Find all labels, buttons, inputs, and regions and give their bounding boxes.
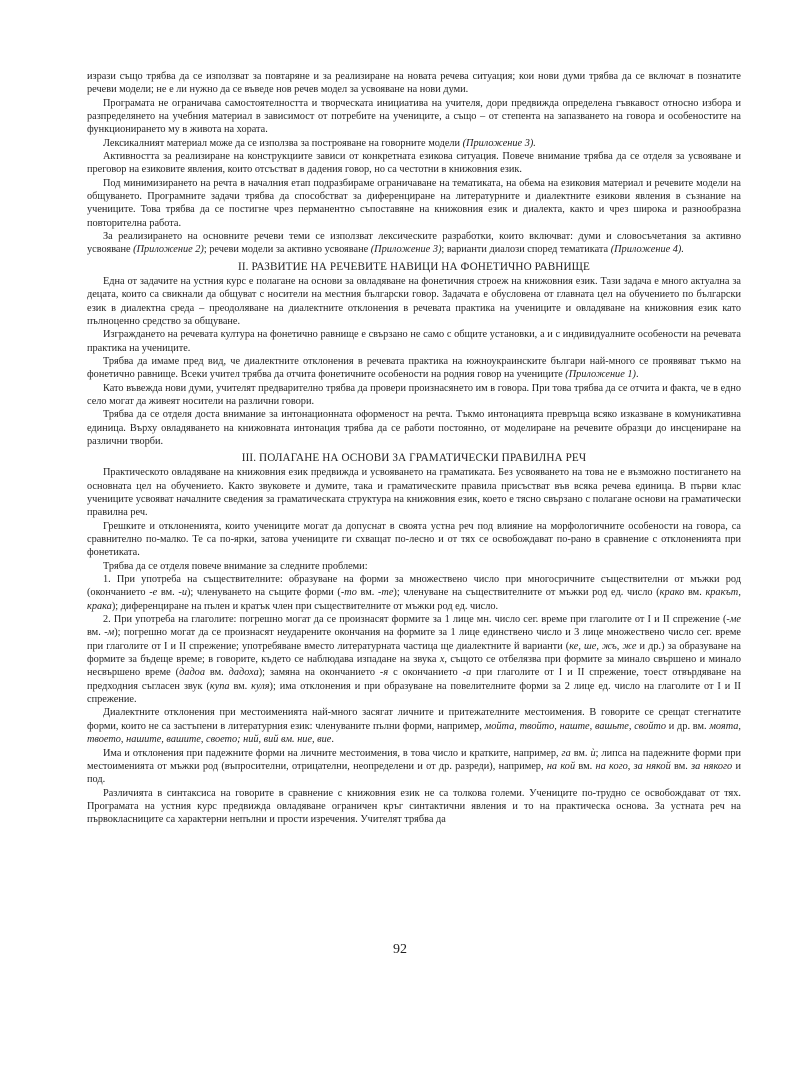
text-run: ,	[627, 760, 634, 772]
text-run: с окончанието	[388, 667, 463, 679]
italic-text: кракът, крака	[87, 587, 741, 612]
text-run: ; липса на падежните форми при местоименията от мъжки род (въпросителни, отрицателни, неопределени и от др. разреди), например,	[87, 747, 742, 772]
italic-text: дадоа	[179, 667, 205, 679]
italic-text: крако	[659, 587, 685, 599]
text-run: ); членуване на съществителните от мъжки род ед. число (	[393, 587, 660, 599]
text-run: вм.	[670, 760, 692, 772]
text-run: Програмата не ограничава самостоятелността и творческата инициатива на учителя, дори предвижда определена гъвкавост относно избора и разпределянето на учебния материал в зависимост от потребите на учениците, а също – от степента на запазването на говора и особеностите на функционирането му в живота на хората.	[87, 97, 741, 136]
text-run: Като въвежда нови думи, учителят предварително трябва да провери произнасянето им в говора. При това трябва да се отчита и факта, че в едно село могат да живеят носители на различни говори.	[87, 382, 741, 407]
italic-text: -е	[149, 587, 158, 599]
italic-text: -а	[462, 667, 472, 679]
italic-text: на кой	[546, 760, 576, 772]
text-run: , същото се отбелязва при формите за минало свършено и минало несвършено време (	[87, 654, 742, 679]
text-run: ); диференциране на пълен и кратък член при съществителните от мъжки род ед. число.	[111, 600, 499, 612]
text-run: Под минимизирането на речта в началния етап подразбираме ограничаване на тематиката, на обема на езиковия материал и речевите модели на общуването. Програмните задачи трябва да способстват за диференциране на литературните и диалектните езикови явления в съзнание на учениците. Това трябва да се постигне чрез перманентно съпоставяне на книжовния език и диалекта, както и чрез широка и разнообразна повторителна работа.	[87, 177, 741, 229]
italic-text: -м	[104, 627, 115, 639]
text-run: Практическото овладяване на книжовния език предвижда и усвояването на граматиката. Без усвояването на това не е възможно постигането на основната цел на обучението. Както звуковете и думите, така и граматическите правила присъстват във всяка речева единица. В първи клас учениците усвояват началните сведения за граматическата структура на книжовния език, което е тясно свързано с полагане основи на граматически правилна реч.	[87, 467, 741, 519]
paragraph	[87, 230, 741, 257]
italic-text: -те	[377, 587, 394, 599]
italic-text: ѝ	[590, 747, 596, 759]
italic-text: моята, твоето, нашите, вашите, своето; ний, вий вм. ние, вие	[87, 720, 741, 746]
italic-text: (Приложение 3)	[370, 244, 442, 256]
paragraph	[87, 706, 741, 746]
text-run: Изграждането на речевата култура на фонетично равнище е свързано не само с общите установки, а и с индивидуалните особености на речевата практика на учениците.	[87, 329, 741, 354]
paragraph	[87, 613, 741, 706]
page-content	[87, 70, 741, 827]
paragraph	[87, 150, 741, 177]
text-run: .	[635, 369, 639, 381]
text-run: ); погрешно могат да се произнасят неударените окончания на формите за 1 лице единствено число и 3 лице множествено число сег. време при глаголите от I и II спрежение; употребяване вместо литературната частица ще диалектните й варианти (	[87, 627, 741, 652]
text-run: вм.	[570, 747, 591, 759]
paragraph	[87, 520, 741, 560]
italic-text: мойта, твойто, наште, вашьте, свойто	[484, 720, 666, 732]
text-run: и под.	[87, 760, 742, 786]
paragraph	[87, 382, 741, 409]
text-run: ; речеви модели за активно усвояване	[203, 244, 371, 256]
text-run: при глаголите от I и II спрежение, тоест отвърдяване на предходния съгласен звук (	[87, 667, 742, 692]
text-run: и др.) за образуване на формите за бъдеще време; в говорите, където се наблюдава изпадане на звука	[87, 640, 741, 666]
text-run: За реализирането на основните речеви теми се използват лексическите разработки, които включват: думи и словосъчетания за активно усвояване	[87, 231, 741, 256]
section-heading: II. РАЗВИТИЕ НА РЕЧЕВИТЕ НАВИЦИ НА ФОНЕТИЧНО РАВНИЩЕ	[238, 260, 590, 273]
italic-text: за някой	[633, 760, 671, 772]
text-run: Една от задачите на устния курс е полагане на основи за овладяване на фонетичния строеж на книжовния език. Тази задача е много актуална за децата, които са свикнали да общуват с носители на местния български говор. Задачата е обусловена от главната цел на обучението по български език в диалектна среда – преодоляване на диалектните отклонения в речевата практика на учениците и овладяване на книжовния език като пълноценно средство за общуване.	[87, 275, 741, 327]
text-run: вм.	[684, 587, 706, 599]
italic-text: -я	[379, 667, 389, 679]
text-run: вм.	[575, 760, 596, 772]
text-run: .	[331, 734, 334, 746]
text-run: и др. вм.	[666, 720, 710, 732]
paragraph	[87, 137, 741, 150]
paragraph	[87, 466, 741, 519]
section-heading: III. ПОЛАГАНЕ НА ОСНОВИ ЗА ГРАМАТИЧЕСКИ ПРАВИЛНА РЕЧ	[241, 452, 587, 465]
paragraph	[87, 275, 741, 328]
text-run: вм.	[356, 587, 378, 599]
text-run: ); замяна на окончанието	[258, 667, 380, 679]
text-run: изрази също трябва да се използват за повтаряне и за реализиране на новата речева ситуация; кои нови думи трябва да се включат в познатите речеви модели; не е ли нужно да се въведе нов речев модел за усвояване на нови думи.	[87, 71, 741, 96]
text-run: Трябва да се отделя доста внимание за интонационната оформеност на речта. Тъкмо интонацията превръща всяко изказване в комуникативна единица. Върху овладяването на книжовната интонация трябва да се работи постоянно, от моделиране на речевите образци до инсцениране на различни творби.	[87, 409, 741, 447]
text-run: Трябва да се отделя повече внимание за следните проблеми:	[103, 560, 368, 572]
text-run: ); има отклонения и при образуване на повелителните форми за 2 лице ед. число на глаголите от I и II спрежение.	[87, 680, 741, 706]
paragraph	[87, 177, 741, 230]
italic-text: за някого	[691, 760, 733, 772]
italic-text: га	[561, 747, 571, 759]
italic-text: куля	[251, 680, 270, 692]
italic-text: -и	[178, 587, 187, 599]
text-run: вм.	[157, 587, 179, 599]
italic-text: -ме	[726, 614, 741, 626]
paragraph	[87, 787, 741, 827]
paragraph	[87, 408, 741, 448]
text-run: ); членуването на същите форми (	[186, 587, 341, 599]
text-run: вм.	[229, 680, 252, 692]
text-run: Има и отклонения при падежните форми на личните местоимения, в това число и кратките, например,	[103, 747, 562, 759]
text-run: Трябва да имаме пред вид, че диалектните отклонения в речевата практика на южноукраинските българи най-много се проявяват тъкмо на фонетично равнище. Всеки учител трябва да отчита фонетичните особености на родния говор на учениците	[87, 355, 741, 381]
text-run: ; варианти диалози според тематиката	[441, 244, 611, 256]
italic-text: дадоха	[228, 667, 259, 679]
italic-text: на кого	[595, 760, 628, 772]
italic-text: -то	[340, 587, 357, 599]
paragraph	[87, 573, 741, 613]
italic-text: (Приложение 4).	[610, 244, 684, 256]
italic-text: (Приложение 1)	[565, 369, 636, 381]
italic-text: (Приложение 3).	[462, 137, 536, 149]
text-run: Грешките и отклоненията, които учениците могат да допуснат в своята устна реч под влияние на морфологичните особености на говора, са сравнително по-малко. Те са по-ярки, затова учениците ги схващат по-лесно и от тях се освобождават по-рано в сравнение с отклоненията при фонетиката.	[87, 520, 741, 559]
italic-text: х	[439, 654, 445, 666]
text-run: Активността за реализиране на конструкциите зависи от конкретната езикова ситуация. Повече внимание трябва да се отделя за усвояване и преговор на езиковите явления, които отсъстват в дадения говор, но са честотни в книжовния език.	[87, 151, 741, 176]
paragraph	[87, 747, 741, 787]
paragraph	[87, 70, 741, 97]
paragraph	[87, 97, 741, 137]
paragraph	[87, 560, 741, 573]
italic-text: (Приложение 2)	[133, 244, 204, 256]
text-run: 1. При употреба на съществителните: образуване на форми за множествено число при многосричните съществителни от мъжки род (окончанието	[87, 574, 741, 599]
paragraph	[87, 328, 741, 355]
page-number: 92	[393, 942, 407, 957]
text-run: вм.	[204, 667, 229, 679]
paragraph	[87, 355, 741, 382]
text-run: Диалектните отклонения при местоименията най-много засягат личните и притежателните местоимения. В говорите се срещат стегнатите форми, които не са застъпени в литературния език: членуваните пълни форми, например,	[87, 707, 741, 732]
text-run: Лексикалният материал може да се използва за построяване на говорните модели	[103, 137, 463, 149]
italic-text: ке, ше, жъ, же	[569, 640, 637, 652]
text-run: вм.	[87, 627, 105, 639]
text-run: Различията в синтаксиса на говорите в сравнение с книжовния език не са толкова големи. Учениците по-трудно се освобождават от тях. Програмата на устния курс предвижда овладяване ограничен кръг синтактични явления и то на практическа основа. За устната реч на първокласниците са характерни непълни и прости изречения. Учителят трябва да	[87, 787, 741, 826]
italic-text: купа	[209, 680, 230, 692]
text-run: 2. При употреба на глаголите: погрешно могат да се произнасят формите за 1 лице мн. число сег. време при глаголите от I и II спрежение (	[103, 614, 727, 626]
